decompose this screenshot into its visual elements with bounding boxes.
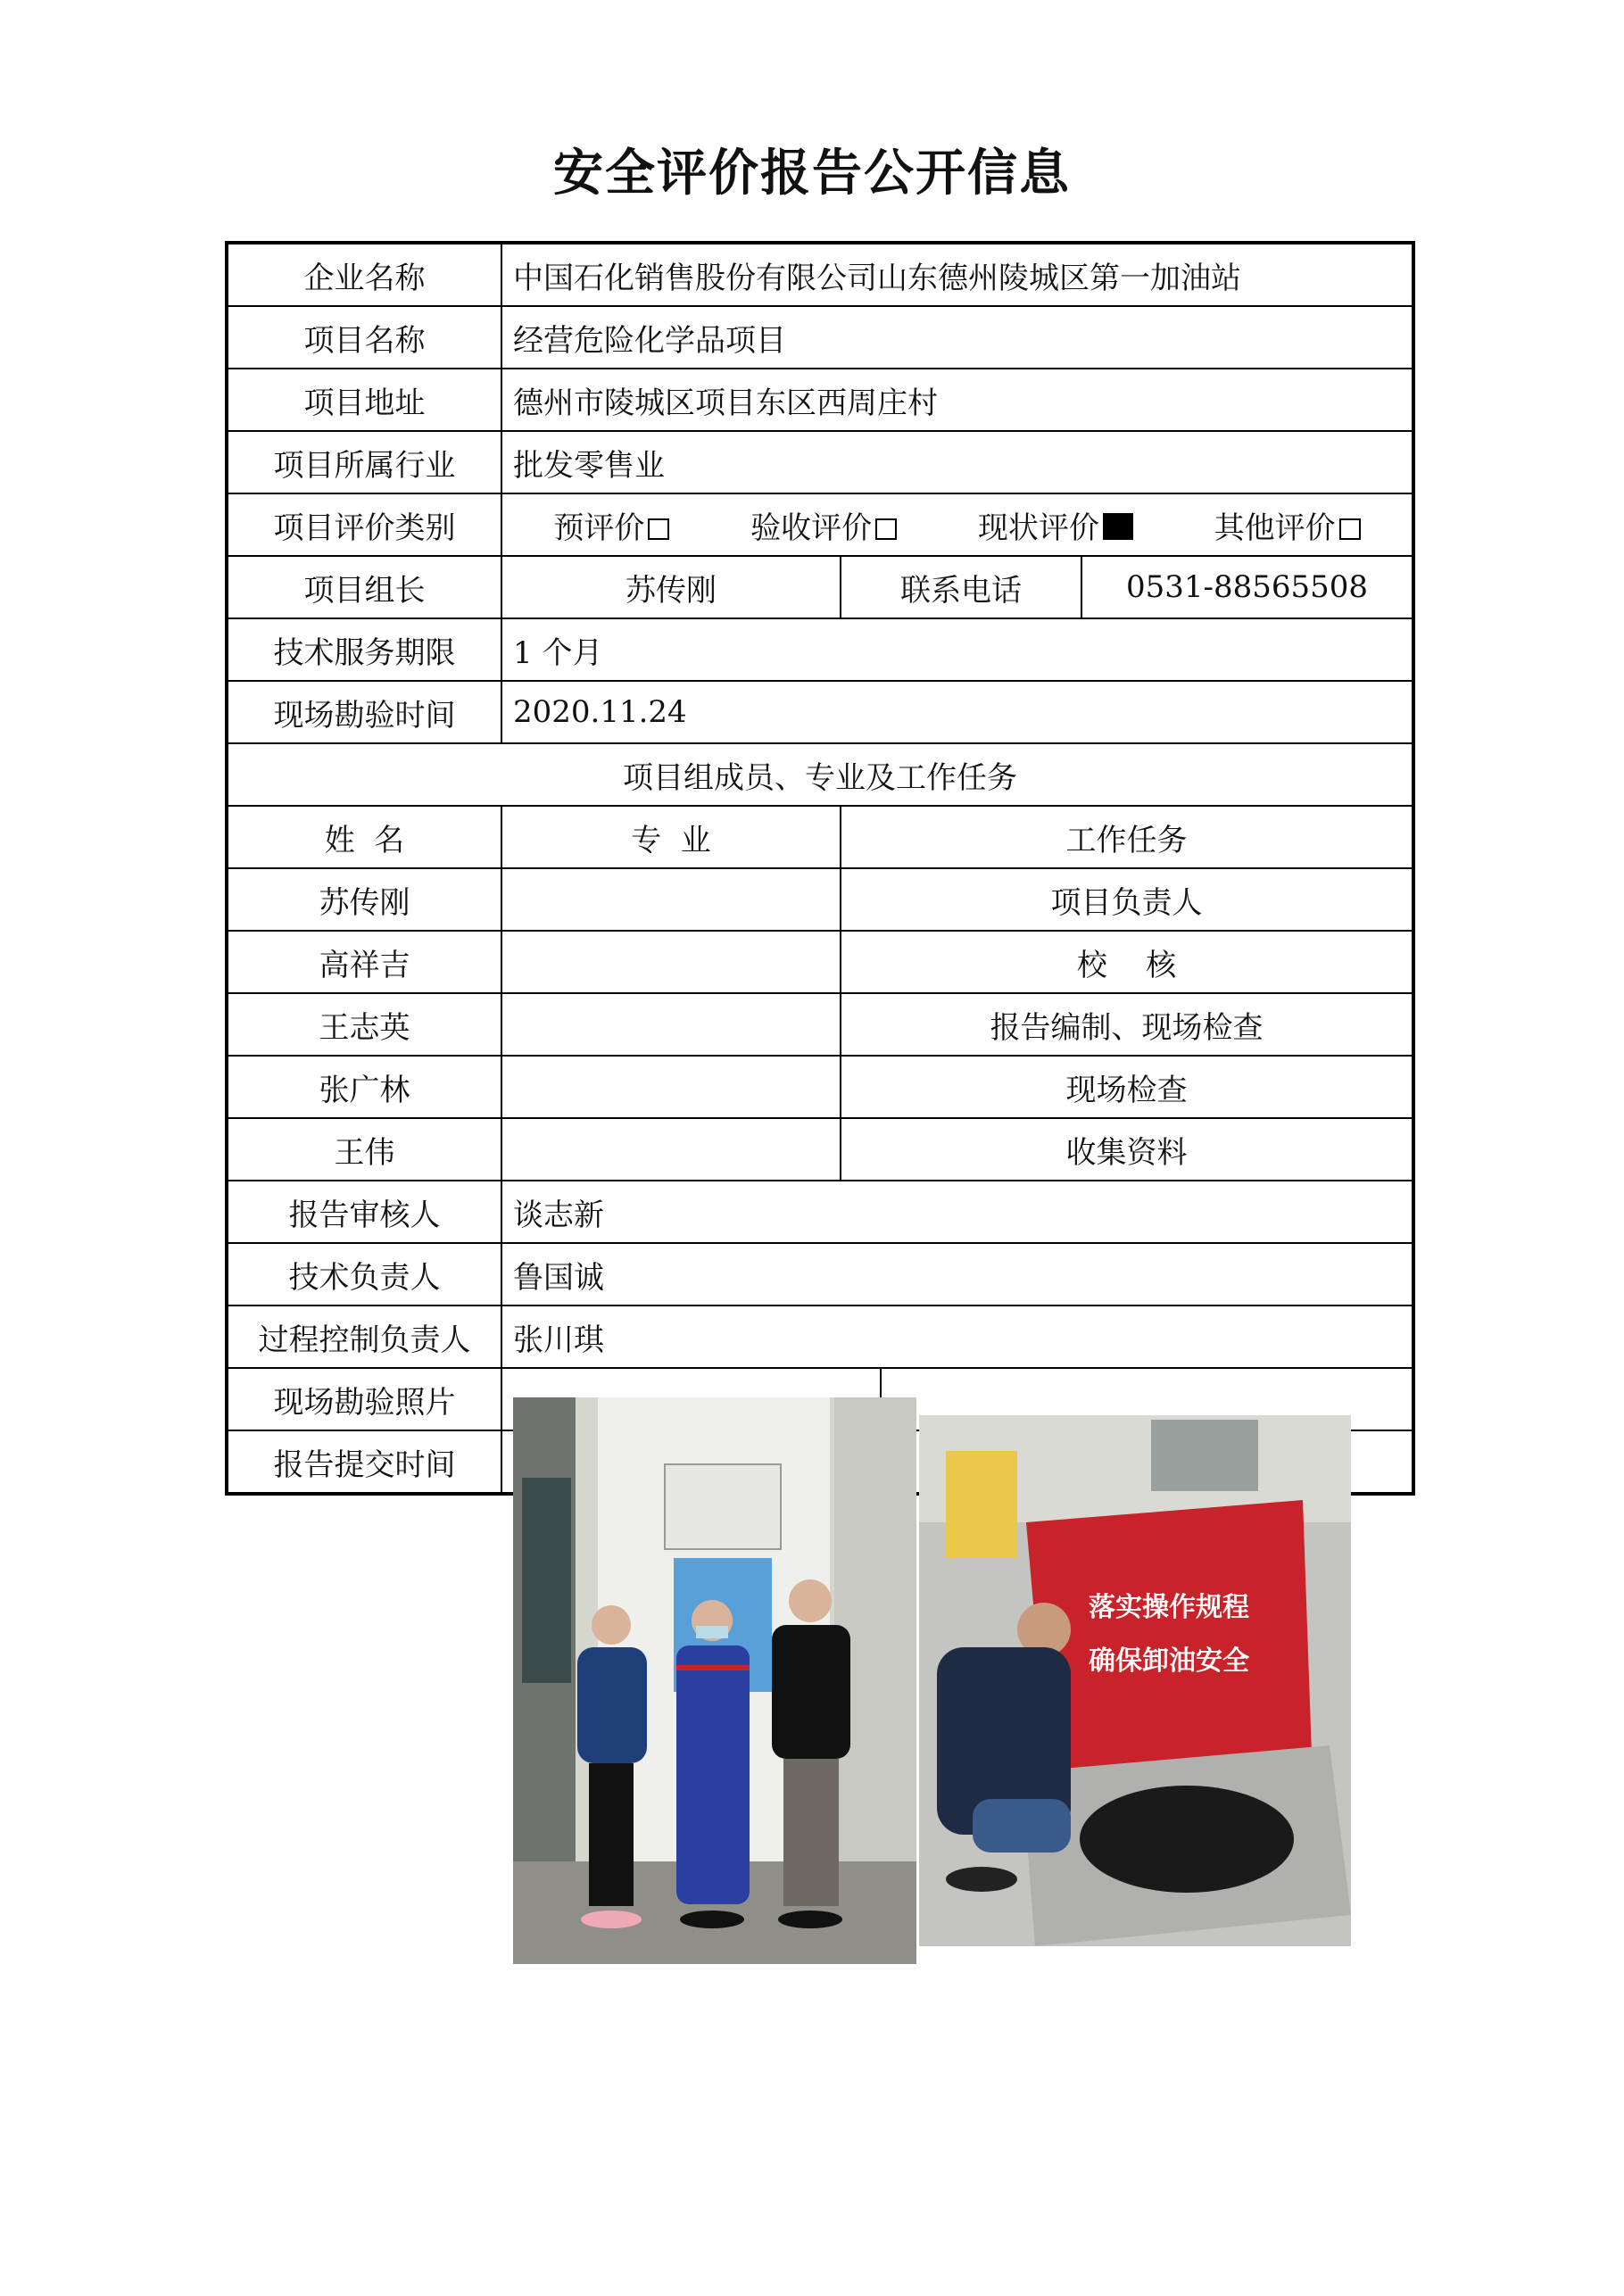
row-industry — [227, 431, 1413, 493]
row-survey-time — [227, 681, 1413, 743]
label-company: 企业名称 — [227, 243, 501, 306]
page-title: 安全评价报告公开信息 — [553, 145, 1071, 203]
site-photo-tank — [919, 1415, 1351, 1946]
label-project-name: 项目名称 — [227, 306, 501, 369]
checkbox-current-checked — [1103, 513, 1133, 540]
row-tech-lead — [227, 1243, 1413, 1305]
value-process-lead: 张川琪 — [501, 1305, 1413, 1368]
member-major — [501, 1118, 841, 1181]
value-company: 中国石化销售股份有限公司山东德州陵城区第一加油站 — [501, 243, 1413, 306]
eval-option-current: 现状评价 — [978, 503, 1133, 547]
row-photos — [227, 1368, 1413, 1430]
site-photo-group — [513, 1397, 916, 1964]
member-task: 项目负责人 — [841, 868, 1413, 931]
col-header-task: 工作任务 — [841, 806, 1413, 868]
member-row — [227, 1118, 1413, 1181]
row-members-columns — [227, 806, 1413, 868]
label-submit-time: 报告提交时间 — [227, 1430, 501, 1494]
tank-inspection-image — [919, 1415, 1351, 1946]
checkbox-pre — [648, 518, 669, 540]
member-name: 高祥吉 — [227, 931, 501, 993]
members-header: 项目组成员、专业及工作任务 — [227, 743, 1413, 806]
row-leader — [227, 556, 1413, 618]
value-industry: 批发零售业 — [501, 431, 1413, 493]
value-survey-time: 2020.11.24 — [501, 681, 1413, 743]
label-survey-time: 现场勘验时间 — [227, 681, 501, 743]
eval-option-pre: 预评价 — [553, 503, 669, 547]
value-project-address: 德州市陵城区项目东区西周庄村 — [501, 369, 1413, 431]
value-leader: 苏传刚 — [501, 556, 841, 618]
photo-cell-left — [501, 1368, 881, 1430]
checkbox-other — [1339, 518, 1361, 540]
row-process-lead — [227, 1305, 1413, 1368]
member-row — [227, 931, 1413, 993]
member-major — [501, 1056, 841, 1118]
label-tech-lead: 技术负责人 — [227, 1243, 501, 1305]
row-service-period — [227, 618, 1413, 681]
row-members-header — [227, 743, 1413, 806]
checkbox-acceptance — [875, 518, 897, 540]
member-major — [501, 868, 841, 931]
label-industry: 项目所属行业 — [227, 431, 501, 493]
row-project-address — [227, 369, 1413, 431]
member-name: 张广林 — [227, 1056, 501, 1118]
member-major — [501, 931, 841, 993]
col-header-major: 专 业 — [501, 806, 841, 868]
label-leader: 项目组长 — [227, 556, 501, 618]
label-service-period: 技术服务期限 — [227, 618, 501, 681]
member-name: 王伟 — [227, 1118, 501, 1181]
member-row — [227, 1056, 1413, 1118]
row-project-name — [227, 306, 1413, 369]
member-name: 王志英 — [227, 993, 501, 1056]
col-header-name: 姓 名 — [227, 806, 501, 868]
sign-text-line2: 确保卸油安全 — [1089, 1645, 1249, 1677]
value-phone: 0531-88565508 — [1081, 556, 1413, 618]
label-photos: 现场勘验照片 — [227, 1368, 501, 1430]
eval-option-other: 其他评价 — [1214, 503, 1361, 547]
row-eval-type — [227, 493, 1413, 556]
row-company — [227, 243, 1413, 306]
member-task: 报告编制、现场检查 — [841, 993, 1413, 1056]
member-task: 现场检查 — [841, 1056, 1413, 1118]
eval-type-options — [501, 493, 1413, 556]
member-major — [501, 993, 841, 1056]
photo-cell-right — [881, 1368, 1413, 1677]
value-service-period: 1 个月 — [501, 618, 1413, 681]
label-project-address: 项目地址 — [227, 369, 501, 431]
member-name: 苏传刚 — [227, 868, 501, 931]
row-reviewer — [227, 1181, 1413, 1243]
eval-option-acceptance: 验收评价 — [750, 503, 897, 547]
value-project-name: 经营危险化学品项目 — [501, 306, 1413, 369]
group-photo-image — [513, 1397, 916, 1964]
label-eval-type: 项目评价类别 — [227, 493, 501, 556]
label-process-lead: 过程控制负责人 — [227, 1305, 501, 1368]
label-phone: 联系电话 — [841, 556, 1081, 618]
member-task: 校 核 — [841, 931, 1413, 993]
value-tech-lead: 鲁国诚 — [501, 1243, 1413, 1305]
member-row — [227, 868, 1413, 931]
member-row — [227, 993, 1413, 1056]
label-reviewer: 报告审核人 — [227, 1181, 501, 1243]
value-reviewer: 谈志新 — [501, 1181, 1413, 1243]
info-table — [225, 241, 1415, 1677]
member-task: 收集资料 — [841, 1118, 1413, 1181]
sign-text-line1: 落实操作规程 — [1089, 1592, 1249, 1623]
